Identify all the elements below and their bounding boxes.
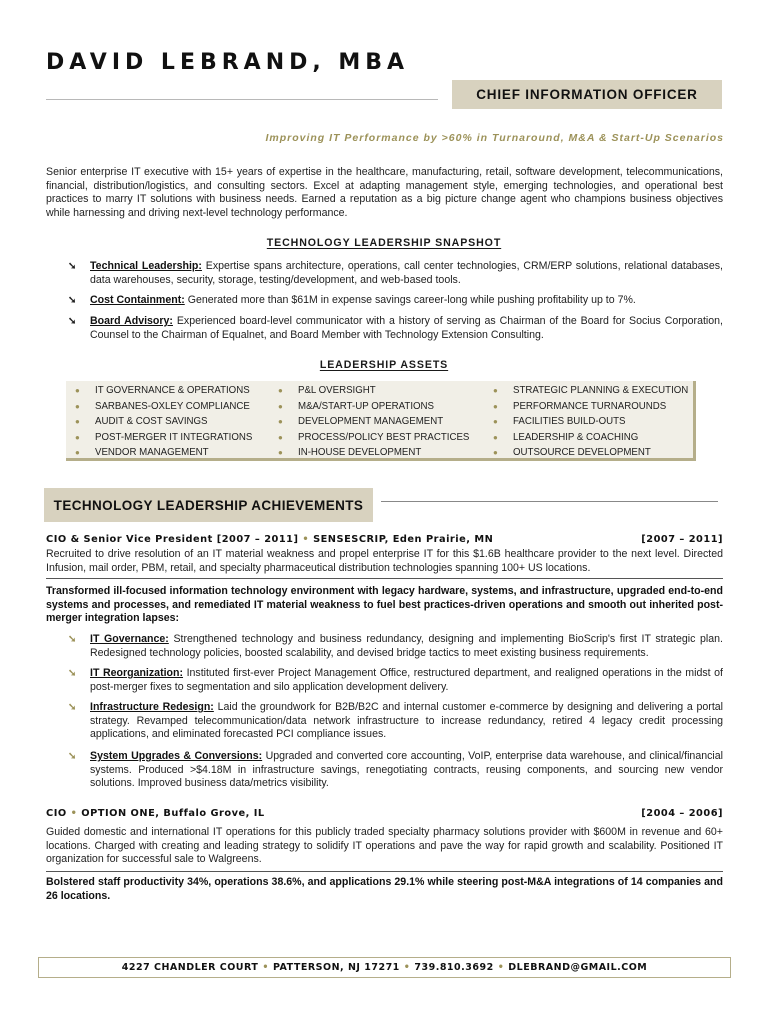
dot-icon: ● [278,448,283,458]
job-header: CIO & Senior Vice President [2007 – 2011] • SENSESCRIP, Eden Prairie, MN [2007 – 2011] [46,534,723,545]
dot-icon: ● [493,417,498,427]
job-company: SENSESCRIP, Eden Prairie, MN [313,534,494,545]
assets-heading: LEADERSHIP ASSETS [319,359,449,371]
list-item: ● FACILITIES BUILD-OUTS [490,414,688,430]
snapshot-item: ➘ Cost Containment: Generated more than $61M in expense savings career-long while pushing profitability up to 7%. [68,294,636,306]
dot-icon: ● [493,401,498,411]
job-title-banner: CHIEF INFORMATION OFFICER [452,80,722,109]
list-item: ● LEADERSHIP & COACHING [490,430,688,446]
list-item: ● M&A/START-UP OPERATIONS [275,399,469,415]
list-item: ● AUDIT & COST SAVINGS [72,414,252,430]
list-item: ● P&L OVERSIGHT [275,383,469,399]
contact-footer: 4227 CHANDLER COURT • PATTERSON, NJ 17271 • 739.810.3692 • DLEBRAND@GMAIL.COM [38,957,731,978]
list-item: ● PERFORMANCE TURNAROUNDS [490,399,688,415]
assets-panel [66,381,696,461]
arrow-down-right-icon: ➘ [68,702,77,713]
job-company: OPTION ONE, Buffalo Grove, IL [81,808,265,819]
list-item: ● IT GOVERNANCE & OPERATIONS [72,383,252,399]
assets-column-3 [490,383,688,461]
dot-icon: ● [278,386,283,395]
achievements-divider [381,501,718,502]
arrow-down-right-icon: ➘ [68,751,77,762]
dot-icon: ● [75,448,80,458]
list-item: ● DEVELOPMENT MANAGEMENT [275,414,469,430]
summary-paragraph: Senior enterprise IT executive with 15+ years of expertise in the healthcare, manufacturing, retail, software development, telecommunications, financial, distribution/logistics, and consulting sectors. Excel at adapting management style, emerging technologies, and operational best practices to marry IT solutions with business needs. Earned a reputation as a big picture change agent who champions business objectives while harnessing and driving next-level technology performance. [46,166,723,219]
dot-icon: ● [75,401,80,411]
achievement-item: ➘ Infrastructure Redesign: Laid the groundwork for B2B/B2C and internal customer e-commerce by designing and delivering a portal strategy. Revamped telecommunication/data network infrastructure to increase redundancy, retired 4 legacy credit processing applications, and eliminated forecasted PCI compliance issues. [68,701,724,740]
footer-phone[interactable]: 739.810.3692 [414,962,494,973]
assets-column-1 [72,383,252,461]
dot-icon: ● [75,432,80,442]
arrow-down-right-icon: ➘ [68,316,77,327]
job-role: CIO [46,808,67,819]
job-description: Guided domestic and international IT operations for this publicly traded specialty pharmacy solutions provider with $600M in revenue and 60+ locations. Charged with creating and leading strategy to solidify IT operations and pave the way for rapid growth and scalability. Positioned IT organization for successful sale to Walgreens. [46,826,723,865]
snapshot-item: ➘ Technical Leadership: Expertise spans architecture, operations, call center technologies, CRM/ERP solutions, relational databases, data warehouses, security, storage, testing/development, and web-based tools. [68,260,723,286]
dot-icon: ● [493,386,498,395]
job-header: CIO • OPTION ONE, Buffalo Grove, IL [2004 – 2006] [46,808,723,819]
achievements-heading: TECHNOLOGY LEADERSHIP ACHIEVEMENTS [44,488,373,522]
job-dates: [2007 – 2011] [641,534,723,545]
arrow-down-right-icon: ➘ [68,295,77,306]
arrow-down-right-icon: ➘ [68,261,77,272]
snapshot-heading: TECHNOLOGY LEADERSHIP SNAPSHOT [266,237,502,249]
job-dates: [2004 – 2006] [641,808,723,819]
footer-email[interactable]: DLEBRAND@GMAIL.COM [508,962,648,973]
footer-city: PATTERSON, NJ 17271 [272,962,400,973]
job-highlight: Bolstered staff productivity 34%, operations 38.6%, and applications 29.1% while steering post-M&A integrations of 14 companies and 26 locations. [46,876,723,902]
footer-address: 4227 CHANDLER COURT [121,962,259,973]
list-item: ● PROCESS/POLICY BEST PRACTICES [275,430,469,446]
achievement-item: ➘ System Upgrades & Conversions: Upgraded and converted core accounting, VoIP, enterprise data warehouse, and clinical/financial systems. Produced >$4.18M in infrastructure savings, renegotiating contracts, reusing components, and sourcing new vendor solutions. Improved business data/metrics visibility. [68,750,723,789]
dot-icon: ● [493,432,498,442]
list-item: ● POST-MERGER IT INTEGRATIONS [72,430,252,446]
assets-column-2 [275,383,469,461]
job-description: Recruited to drive resolution of an IT material weakness and propel enterprise IT for this $1.6B healthcare provider to the next level. Directed Infusion, mail order, PBM, retail, and specialty pharmaceutical distribution technologies spanning 100+ US locations. [46,548,723,574]
list-item: ● IN-HOUSE DEVELOPMENT [275,445,469,461]
list-item: ● VENDOR MANAGEMENT [72,445,252,461]
arrow-down-right-icon: ➘ [68,634,77,645]
job-highlight: Transformed ill-focused information technology environment with legacy hardware, systems, and infrastructure, upgraded end-to-end systems and processes, and remediated IT material weakness to fuel best practices-driven operations and smooth out inherited post-merger integration lapses: [46,585,723,624]
achievement-item: ➘ IT Governance: Strengthened technology and business redundancy, designing and implementing BioScrip's first IT strategic plan. Redesigned technology policies, boosted scalability, and devised bridge tactics to meet existing business requirements. [68,633,723,659]
dot-icon: ● [75,386,80,395]
name-divider [46,99,438,100]
dot-icon: ● [278,432,283,442]
dot-icon: ● [278,401,283,411]
snapshot-item: ➘ Board Advisory: Experienced board-level communicator with a history of serving as Chairman of the Board for Socius Corporation, Counsel to the Chairman of Equalnet, and Board Member with Technology Extension Consulting. [68,315,723,341]
list-item: ● OUTSOURCE DEVELOPMENT [490,445,688,461]
achievement-item: ➘ IT Reorganization: Instituted first-ever Project Management Office, restructured department, and realigned operations in the midst of post-merger fixes to segmentation and silo application development delivery. [68,667,723,693]
arrow-down-right-icon: ➘ [68,668,77,679]
list-item: ● SARBANES-OXLEY COMPLIANCE [72,399,252,415]
dot-icon: ● [75,417,80,427]
tagline: Improving IT Performance by >60% in Turnaround, M&A & Start-Up Scenarios [265,132,724,144]
divider [46,871,723,872]
dot-icon: ● [493,448,498,458]
candidate-name: DAVID LEBRAND, MBA [46,50,410,75]
divider [46,578,723,579]
job-role: CIO & Senior Vice President [2007 – 2011] [46,534,299,545]
list-item: ● STRATEGIC PLANNING & EXECUTION [490,383,688,399]
dot-icon: ● [278,417,283,427]
